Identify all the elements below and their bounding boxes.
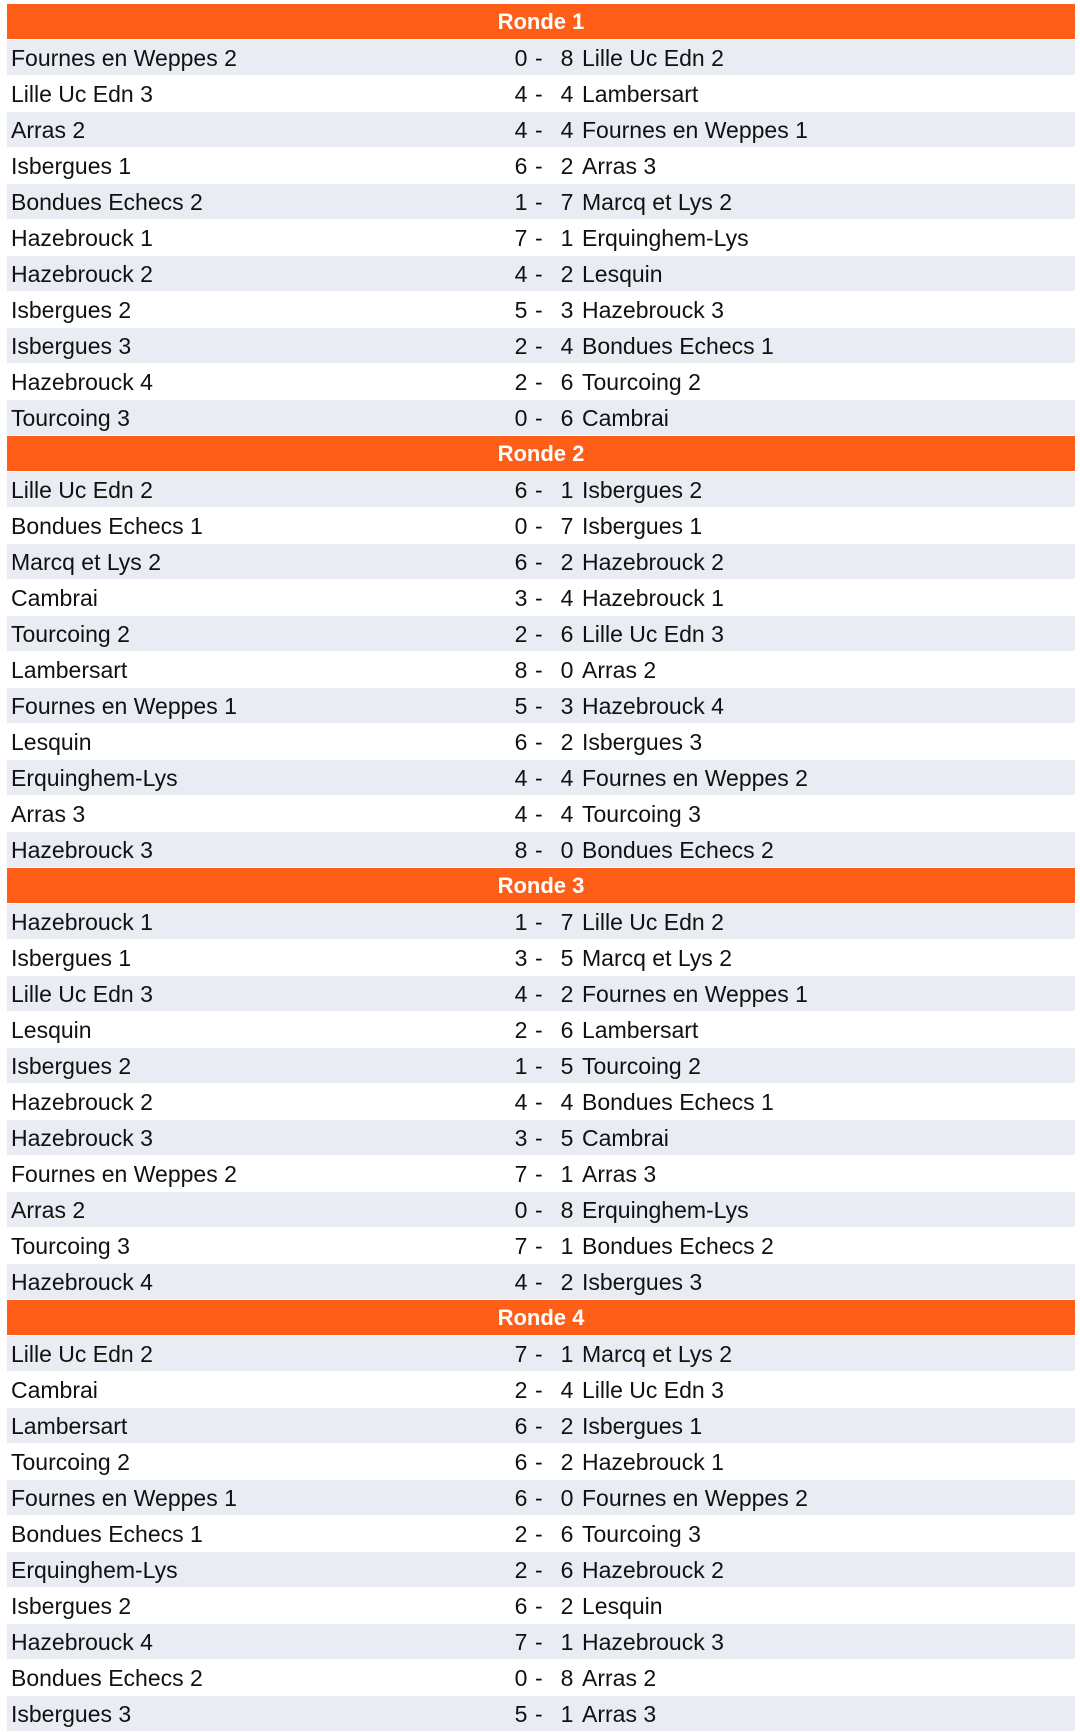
- home-team: Lille Uc Edn 2: [11, 1341, 153, 1367]
- round-header: Ronde 2: [7, 436, 1075, 472]
- match-row: [7, 832, 1075, 868]
- away-score: 3: [560, 297, 574, 323]
- home-team: Fournes en Weppes 1: [11, 1485, 237, 1511]
- home-team: Hazebrouck 3: [11, 837, 153, 863]
- away-score: 7: [560, 909, 574, 935]
- away-team: Hazebrouck 1: [582, 585, 724, 611]
- away-score: 6: [560, 621, 574, 647]
- match-row: [7, 1264, 1075, 1300]
- home-team: Lambersart: [11, 657, 128, 683]
- score-separator: -: [535, 1125, 543, 1151]
- score-separator: -: [535, 153, 543, 179]
- away-team: Fournes en Weppes 1: [582, 981, 808, 1007]
- away-team: Lille Uc Edn 2: [582, 909, 724, 935]
- score-separator: -: [535, 693, 543, 719]
- home-score: 5: [514, 297, 528, 323]
- home-team: Fournes en Weppes 2: [11, 1161, 237, 1187]
- away-team: Arras 2: [582, 1665, 657, 1691]
- home-score: 3: [514, 585, 528, 611]
- match-row: [7, 472, 1075, 508]
- away-team: Arras 3: [582, 153, 657, 179]
- away-team: Lille Uc Edn 3: [582, 1377, 724, 1403]
- match-row: [7, 760, 1075, 796]
- home-team: Lille Uc Edn 3: [11, 81, 153, 107]
- match-row: [7, 1696, 1075, 1732]
- home-team: Hazebrouck 2: [11, 261, 153, 287]
- home-score: 6: [514, 549, 528, 575]
- score-separator: -: [535, 729, 543, 755]
- home-team: Bondues Echecs 2: [11, 1665, 203, 1691]
- match-row: [7, 1012, 1075, 1048]
- home-score: 7: [514, 1629, 528, 1655]
- away-score: 1: [560, 225, 574, 251]
- home-score: 4: [514, 261, 528, 287]
- home-team: Hazebrouck 4: [11, 1269, 153, 1295]
- score-separator: -: [535, 765, 543, 791]
- home-team: Hazebrouck 4: [11, 369, 153, 395]
- score-separator: -: [535, 657, 543, 683]
- away-team: Isbergues 3: [582, 1269, 703, 1295]
- away-score: 8: [560, 1665, 574, 1691]
- away-team: Arras 2: [582, 657, 657, 683]
- away-team: Lesquin: [582, 1593, 663, 1619]
- away-score: 7: [560, 189, 574, 215]
- round-header: Ronde 4: [7, 1300, 1075, 1336]
- home-team: Tourcoing 3: [11, 1233, 130, 1259]
- away-score: 2: [560, 261, 574, 287]
- home-team: Hazebrouck 2: [11, 1089, 153, 1115]
- match-row: [7, 1120, 1075, 1156]
- home-team: Lesquin: [11, 729, 92, 755]
- home-team: Cambrai: [11, 585, 98, 611]
- home-score: 3: [514, 945, 528, 971]
- score-separator: -: [535, 1341, 543, 1367]
- home-score: 2: [514, 1377, 528, 1403]
- score-separator: -: [535, 909, 543, 935]
- match-row: [7, 1480, 1075, 1516]
- away-team: Isbergues 3: [582, 729, 703, 755]
- match-row: [7, 112, 1075, 148]
- match-row: [7, 220, 1075, 256]
- home-score: 7: [514, 1341, 528, 1367]
- score-separator: -: [535, 333, 543, 359]
- round-header: Ronde 3: [7, 868, 1075, 904]
- home-score: 4: [514, 117, 528, 143]
- home-team: Isbergues 2: [11, 1053, 132, 1079]
- score-separator: -: [535, 1593, 543, 1619]
- away-team: Arras 3: [582, 1161, 657, 1187]
- away-score: 1: [560, 477, 574, 503]
- away-team: Isbergues 2: [582, 477, 703, 503]
- match-row: [7, 1516, 1075, 1552]
- away-team: Marcq et Lys 2: [582, 189, 732, 215]
- home-team: Lambersart: [11, 1413, 128, 1439]
- away-score: 6: [560, 405, 574, 431]
- home-score: 1: [514, 189, 528, 215]
- score-separator: -: [535, 1701, 543, 1727]
- match-row: [7, 1372, 1075, 1408]
- score-separator: -: [535, 477, 543, 503]
- round-section: [7, 436, 1075, 868]
- home-score: 6: [514, 477, 528, 503]
- match-row: [7, 940, 1075, 976]
- score-separator: -: [535, 189, 543, 215]
- away-team: Arras 3: [582, 1701, 657, 1727]
- away-team: Erquinghem-Lys: [582, 225, 749, 251]
- away-score: 4: [560, 333, 574, 359]
- home-score: 8: [514, 837, 528, 863]
- home-score: 0: [514, 45, 528, 71]
- home-team: Isbergues 3: [11, 333, 132, 359]
- away-score: 7: [560, 513, 574, 539]
- match-row: [7, 76, 1075, 112]
- score-separator: -: [535, 369, 543, 395]
- away-score: 6: [560, 369, 574, 395]
- match-row: [7, 1552, 1075, 1588]
- home-score: 3: [514, 1125, 528, 1151]
- score-separator: -: [535, 1521, 543, 1547]
- score-separator: -: [535, 513, 543, 539]
- away-team: Hazebrouck 2: [582, 549, 724, 575]
- match-row: [7, 1408, 1075, 1444]
- away-score: 0: [560, 657, 574, 683]
- match-row: [7, 184, 1075, 220]
- match-row: [7, 616, 1075, 652]
- away-team: Hazebrouck 1: [582, 1449, 724, 1475]
- match-row: [7, 1624, 1075, 1660]
- match-row: [7, 976, 1075, 1012]
- match-row: [7, 724, 1075, 760]
- home-team: Tourcoing 2: [11, 1449, 130, 1475]
- home-score: 1: [514, 1053, 528, 1079]
- away-team: Hazebrouck 4: [582, 693, 724, 719]
- home-score: 6: [514, 1593, 528, 1619]
- home-score: 2: [514, 369, 528, 395]
- home-team: Arras 3: [11, 801, 86, 827]
- match-row: [7, 796, 1075, 832]
- home-score: 2: [514, 333, 528, 359]
- match-row: [7, 40, 1075, 76]
- home-score: 6: [514, 1449, 528, 1475]
- score-separator: -: [535, 1557, 543, 1583]
- away-score: 2: [560, 1593, 574, 1619]
- away-score: 1: [560, 1701, 574, 1727]
- away-score: 4: [560, 1089, 574, 1115]
- score-separator: -: [535, 621, 543, 647]
- match-row: [7, 292, 1075, 328]
- away-team: Fournes en Weppes 2: [582, 1485, 808, 1511]
- away-team: Lambersart: [582, 1017, 699, 1043]
- results-table: [7, 4, 1075, 1732]
- score-separator: -: [535, 1017, 543, 1043]
- home-team: Isbergues 1: [11, 945, 132, 971]
- home-team: Hazebrouck 3: [11, 1125, 153, 1151]
- home-score: 2: [514, 1017, 528, 1043]
- away-team: Hazebrouck 2: [582, 1557, 724, 1583]
- home-team: Erquinghem-Lys: [11, 765, 178, 791]
- away-team: Erquinghem-Lys: [582, 1197, 749, 1223]
- match-row: [7, 1156, 1075, 1192]
- match-row: [7, 652, 1075, 688]
- home-team: Hazebrouck 1: [11, 225, 153, 251]
- match-row: [7, 580, 1075, 616]
- away-score: 2: [560, 729, 574, 755]
- away-team: Tourcoing 2: [582, 1053, 701, 1079]
- match-row: [7, 400, 1075, 436]
- away-team: Marcq et Lys 2: [582, 1341, 732, 1367]
- score-separator: -: [535, 981, 543, 1007]
- home-score: 7: [514, 1233, 528, 1259]
- away-team: Cambrai: [582, 1125, 669, 1151]
- home-score: 6: [514, 729, 528, 755]
- match-row: [7, 256, 1075, 292]
- home-score: 6: [514, 1485, 528, 1511]
- score-separator: -: [535, 405, 543, 431]
- score-separator: -: [535, 1449, 543, 1475]
- away-team: Lille Uc Edn 2: [582, 45, 724, 71]
- round-section: [7, 868, 1075, 1300]
- home-score: 4: [514, 765, 528, 791]
- match-row: [7, 1192, 1075, 1228]
- home-score: 1: [514, 909, 528, 935]
- score-separator: -: [535, 297, 543, 323]
- away-score: 6: [560, 1557, 574, 1583]
- away-team: Tourcoing 2: [582, 369, 701, 395]
- match-row: [7, 328, 1075, 364]
- match-row: [7, 1084, 1075, 1120]
- home-team: Arras 2: [11, 117, 86, 143]
- match-row: [7, 1588, 1075, 1624]
- score-separator: -: [535, 1485, 543, 1511]
- match-row: [7, 1444, 1075, 1480]
- home-score: 4: [514, 801, 528, 827]
- away-score: 0: [560, 837, 574, 863]
- score-separator: -: [535, 945, 543, 971]
- away-score: 1: [560, 1233, 574, 1259]
- home-team: Bondues Echecs 2: [11, 189, 203, 215]
- home-team: Hazebrouck 1: [11, 909, 153, 935]
- home-team: Isbergues 2: [11, 297, 132, 323]
- home-score: 6: [514, 153, 528, 179]
- home-team: Tourcoing 2: [11, 621, 130, 647]
- away-score: 6: [560, 1017, 574, 1043]
- away-score: 2: [560, 1269, 574, 1295]
- home-team: Hazebrouck 4: [11, 1629, 153, 1655]
- score-separator: -: [535, 1053, 543, 1079]
- home-score: 2: [514, 621, 528, 647]
- score-separator: -: [535, 45, 543, 71]
- away-score: 4: [560, 1377, 574, 1403]
- home-score: 5: [514, 1701, 528, 1727]
- home-score: 4: [514, 81, 528, 107]
- away-score: 3: [560, 693, 574, 719]
- away-team: Fournes en Weppes 2: [582, 765, 808, 791]
- match-row: [7, 688, 1075, 724]
- away-team: Tourcoing 3: [582, 1521, 701, 1547]
- home-team: Bondues Echecs 1: [11, 1521, 203, 1547]
- score-separator: -: [535, 549, 543, 575]
- away-score: 5: [560, 1125, 574, 1151]
- away-score: 4: [560, 765, 574, 791]
- match-row: [7, 508, 1075, 544]
- home-score: 2: [514, 1521, 528, 1547]
- away-team: Isbergues 1: [582, 1413, 703, 1439]
- away-team: Fournes en Weppes 1: [582, 117, 808, 143]
- home-score: 7: [514, 1161, 528, 1187]
- away-score: 4: [560, 117, 574, 143]
- away-team: Bondues Echecs 1: [582, 1089, 774, 1115]
- away-score: 2: [560, 549, 574, 575]
- home-team: Arras 2: [11, 1197, 86, 1223]
- home-score: 2: [514, 1557, 528, 1583]
- score-separator: -: [535, 585, 543, 611]
- score-separator: -: [535, 81, 543, 107]
- home-team: Cambrai: [11, 1377, 98, 1403]
- home-score: 0: [514, 1197, 528, 1223]
- home-team: Fournes en Weppes 2: [11, 45, 237, 71]
- match-row: [7, 148, 1075, 184]
- away-score: 1: [560, 1629, 574, 1655]
- home-score: 0: [514, 1665, 528, 1691]
- round-section: [7, 4, 1075, 436]
- home-team: Lille Uc Edn 2: [11, 477, 153, 503]
- round-section: [7, 1300, 1075, 1732]
- away-team: Bondues Echecs 1: [582, 333, 774, 359]
- away-score: 8: [560, 45, 574, 71]
- score-separator: -: [535, 837, 543, 863]
- score-separator: -: [535, 1377, 543, 1403]
- away-score: 4: [560, 81, 574, 107]
- away-team: Tourcoing 3: [582, 801, 701, 827]
- away-team: Cambrai: [582, 405, 669, 431]
- home-team: Lesquin: [11, 1017, 92, 1043]
- home-team: Erquinghem-Lys: [11, 1557, 178, 1583]
- home-score: 4: [514, 981, 528, 1007]
- score-separator: -: [535, 801, 543, 827]
- away-score: 1: [560, 1161, 574, 1187]
- home-team: Tourcoing 3: [11, 405, 130, 431]
- score-separator: -: [535, 1413, 543, 1439]
- match-row: [7, 904, 1075, 940]
- home-team: Isbergues 1: [11, 153, 132, 179]
- away-score: 5: [560, 945, 574, 971]
- match-row: [7, 364, 1075, 400]
- away-team: Hazebrouck 3: [582, 1629, 724, 1655]
- home-team: Fournes en Weppes 1: [11, 693, 237, 719]
- away-team: Bondues Echecs 2: [582, 837, 774, 863]
- match-row: [7, 1048, 1075, 1084]
- score-separator: -: [535, 1161, 543, 1187]
- match-row: [7, 1336, 1075, 1372]
- home-team: Isbergues 2: [11, 1593, 132, 1619]
- home-team: Isbergues 3: [11, 1701, 132, 1727]
- home-team: Lille Uc Edn 3: [11, 981, 153, 1007]
- away-score: 4: [560, 585, 574, 611]
- home-score: 8: [514, 657, 528, 683]
- match-row: [7, 1228, 1075, 1264]
- away-score: 2: [560, 153, 574, 179]
- away-score: 1: [560, 1341, 574, 1367]
- score-separator: -: [535, 117, 543, 143]
- round-header: Ronde 1: [7, 4, 1075, 40]
- home-team: Bondues Echecs 1: [11, 513, 203, 539]
- match-row: [7, 544, 1075, 580]
- away-team: Isbergues 1: [582, 513, 703, 539]
- away-score: 2: [560, 1449, 574, 1475]
- home-score: 6: [514, 1413, 528, 1439]
- away-team: Marcq et Lys 2: [582, 945, 732, 971]
- score-separator: -: [535, 261, 543, 287]
- home-score: 5: [514, 693, 528, 719]
- match-row: [7, 1660, 1075, 1696]
- home-score: 0: [514, 513, 528, 539]
- away-team: Lille Uc Edn 3: [582, 621, 724, 647]
- away-team: Lesquin: [582, 261, 663, 287]
- away-score: 6: [560, 1521, 574, 1547]
- home-score: 4: [514, 1269, 528, 1295]
- away-score: 2: [560, 981, 574, 1007]
- score-separator: -: [535, 1269, 543, 1295]
- away-score: 0: [560, 1485, 574, 1511]
- away-score: 4: [560, 801, 574, 827]
- away-score: 5: [560, 1053, 574, 1079]
- home-score: 0: [514, 405, 528, 431]
- home-team: Marcq et Lys 2: [11, 549, 161, 575]
- score-separator: -: [535, 1665, 543, 1691]
- score-separator: -: [535, 225, 543, 251]
- score-separator: -: [535, 1089, 543, 1115]
- away-team: Hazebrouck 3: [582, 297, 724, 323]
- score-separator: -: [535, 1233, 543, 1259]
- score-separator: -: [535, 1197, 543, 1223]
- score-separator: -: [535, 1629, 543, 1655]
- home-score: 7: [514, 225, 528, 251]
- away-score: 8: [560, 1197, 574, 1223]
- away-team: Lambersart: [582, 81, 699, 107]
- away-score: 2: [560, 1413, 574, 1439]
- home-score: 4: [514, 1089, 528, 1115]
- away-team: Bondues Echecs 2: [582, 1233, 774, 1259]
